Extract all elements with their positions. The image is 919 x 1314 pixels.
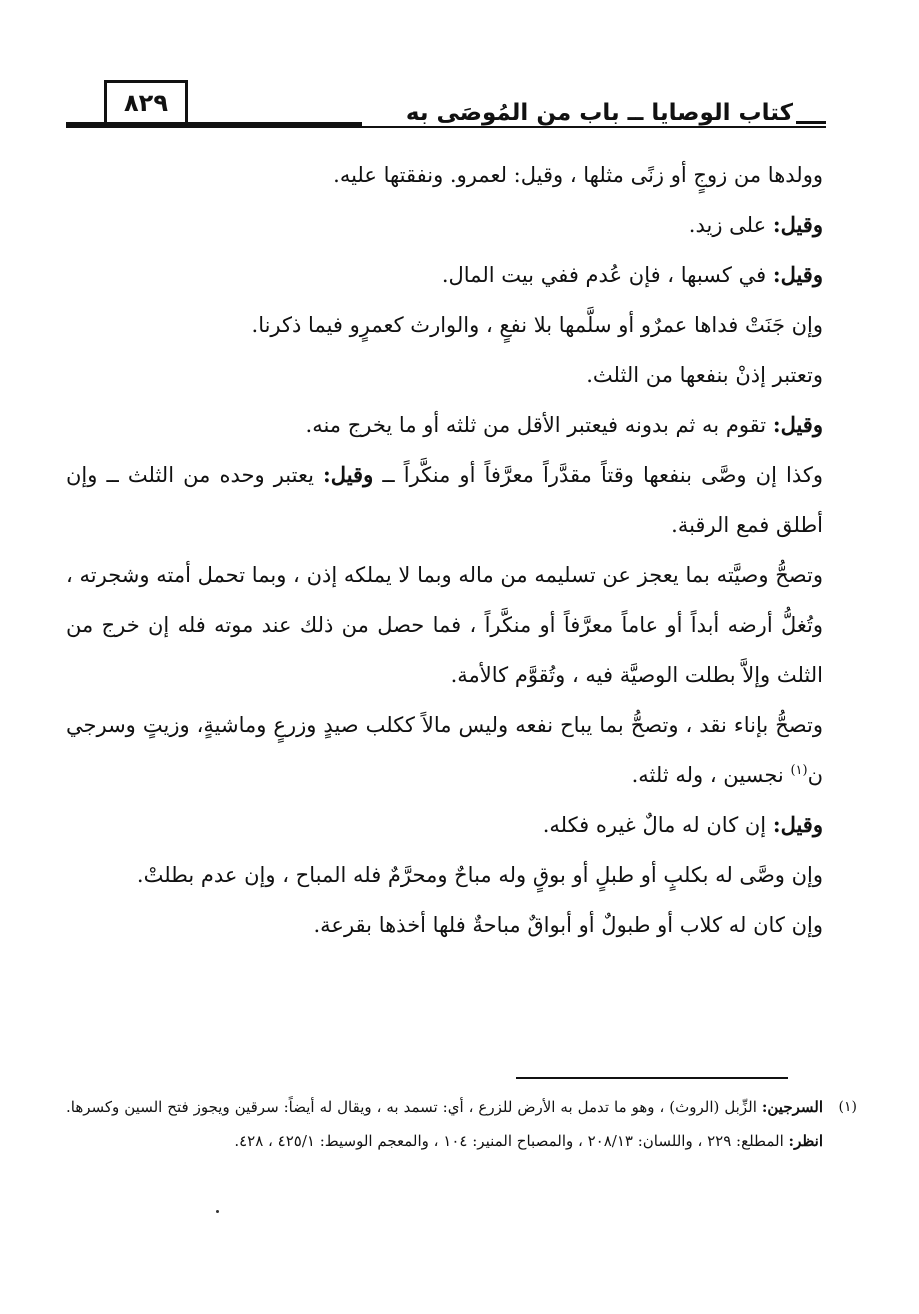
paragraph-text: وكذا إن وصَّى بنفعها وقتاً مقدَّراً معرَّفاً أو منكَّراً ــ (373, 463, 824, 487)
footnote-separator (516, 1077, 788, 1079)
paragraph (66, 850, 823, 900)
main-text (66, 150, 823, 950)
paragraph-text: تقوم به ثم بدونه فيعتبر الأقل من ثلثه أو ما يخرج منه. (305, 413, 773, 437)
footnote (66, 1090, 857, 1158)
footnote-see-label: انظر: (788, 1132, 823, 1150)
footnote-number: (١) (838, 1099, 857, 1115)
paragraph-text: في كسبها ، فإن عُدم ففي بيت المال. (441, 263, 773, 287)
qila-label: وقيل: (772, 412, 823, 437)
paragraph-text: وإن كان له كلاب أو طبولٌ أو أبواقٌ مباحةٌ فلها أخذها بقرعة. (313, 913, 823, 937)
paragraph-text: وتصحُّ بإناء نقد ، وتصحُّ بما يباح نفعه وليس مالاً ككلب صيدٍ وزرعٍ وماشيةٍ، وزيتٍ وسرجي ن (66, 713, 823, 787)
paragraph (66, 250, 823, 300)
running-head: كتاب الوصايا ــ باب من المُوصَى به (405, 100, 793, 126)
paragraph (66, 800, 823, 850)
footnote-text (66, 1090, 823, 1158)
footnote-references: المطلع: ٢٢٩ ، واللسان: ٢٠٨/١٣ ، والمصباح المنير: ١٠٤ ، والمعجم الوسيط: ٤٢٥/١ ، ٤٢٨. (234, 1132, 789, 1150)
page-number: ٨٢٩ (104, 80, 188, 124)
paragraph-text: وإن وصَّى له بكلبٍ أو طبلٍ أو بوقٍ وله مباحٌ ومحرَّمٌ فله المباح ، وإن عدم بطلتْ. (136, 863, 823, 887)
paragraph (66, 900, 823, 950)
paragraph (66, 150, 823, 200)
paragraph (66, 450, 823, 550)
paragraph-text: وتصحُّ وصيَّته بما يعجز عن تسليمه من ماله وبما لا يملكه إذن ، وبما تحمل أمته وشجرته ، وتُغلُّ أرضه أبداً أو عاماً معرَّفاً أو منكَّراً ، فما حصل من ذلك عند موته فله إن خرج من الثلث وإلاَّ بطلت الوصيَّة فيه ، وتُقوَّم كالأمة. (66, 563, 823, 687)
paragraph-text: يعتبر وحده من الثلث ــ وإن أطلق فمع الرقبة. (66, 463, 823, 537)
paragraph-text: نجسين ، وله ثلثه. (631, 763, 791, 787)
footnote-reference[interactable]: (١) (790, 763, 808, 778)
footnote-term: السرجين: (761, 1098, 823, 1116)
qila-label: وقيل: (772, 812, 823, 837)
scan-speck (216, 1210, 219, 1213)
header-rule (66, 126, 826, 128)
qila-label: وقيل: (772, 212, 823, 237)
paragraph-text: إن كان له مالٌ غيره فكله. (542, 813, 773, 837)
paragraph (66, 300, 823, 350)
footnote-body: الزِّبل (الروث) ، وهو ما تدمل به الأرض للزرع ، أي: تسمد به ، ويقال له أيضاً: سرقين ويجوز فتح السين وكسرها. (66, 1098, 762, 1116)
paragraph (66, 550, 823, 700)
paragraph (66, 400, 823, 450)
paragraph-text: وولدها من زوجٍ أو زنًى مثلها ، وقيل: لعمرو. ونفقتها عليه. (333, 163, 823, 187)
paragraph (66, 350, 823, 400)
paragraph-text: وتعتبر إذنْ بنفعها من الثلث. (586, 363, 823, 387)
paragraph (66, 700, 823, 800)
paragraph-text: وإن جَنَتْ فداها عمرٌو أو سلَّمها بلا نفعٍ ، والوارث كعمرٍو فيما ذكرنا. (251, 313, 823, 337)
header-dash (796, 121, 826, 124)
qila-label: وقيل: (323, 462, 374, 487)
paragraph-text: على زيد. (688, 213, 773, 237)
paragraph (66, 200, 823, 250)
qila-label: وقيل: (772, 262, 823, 287)
